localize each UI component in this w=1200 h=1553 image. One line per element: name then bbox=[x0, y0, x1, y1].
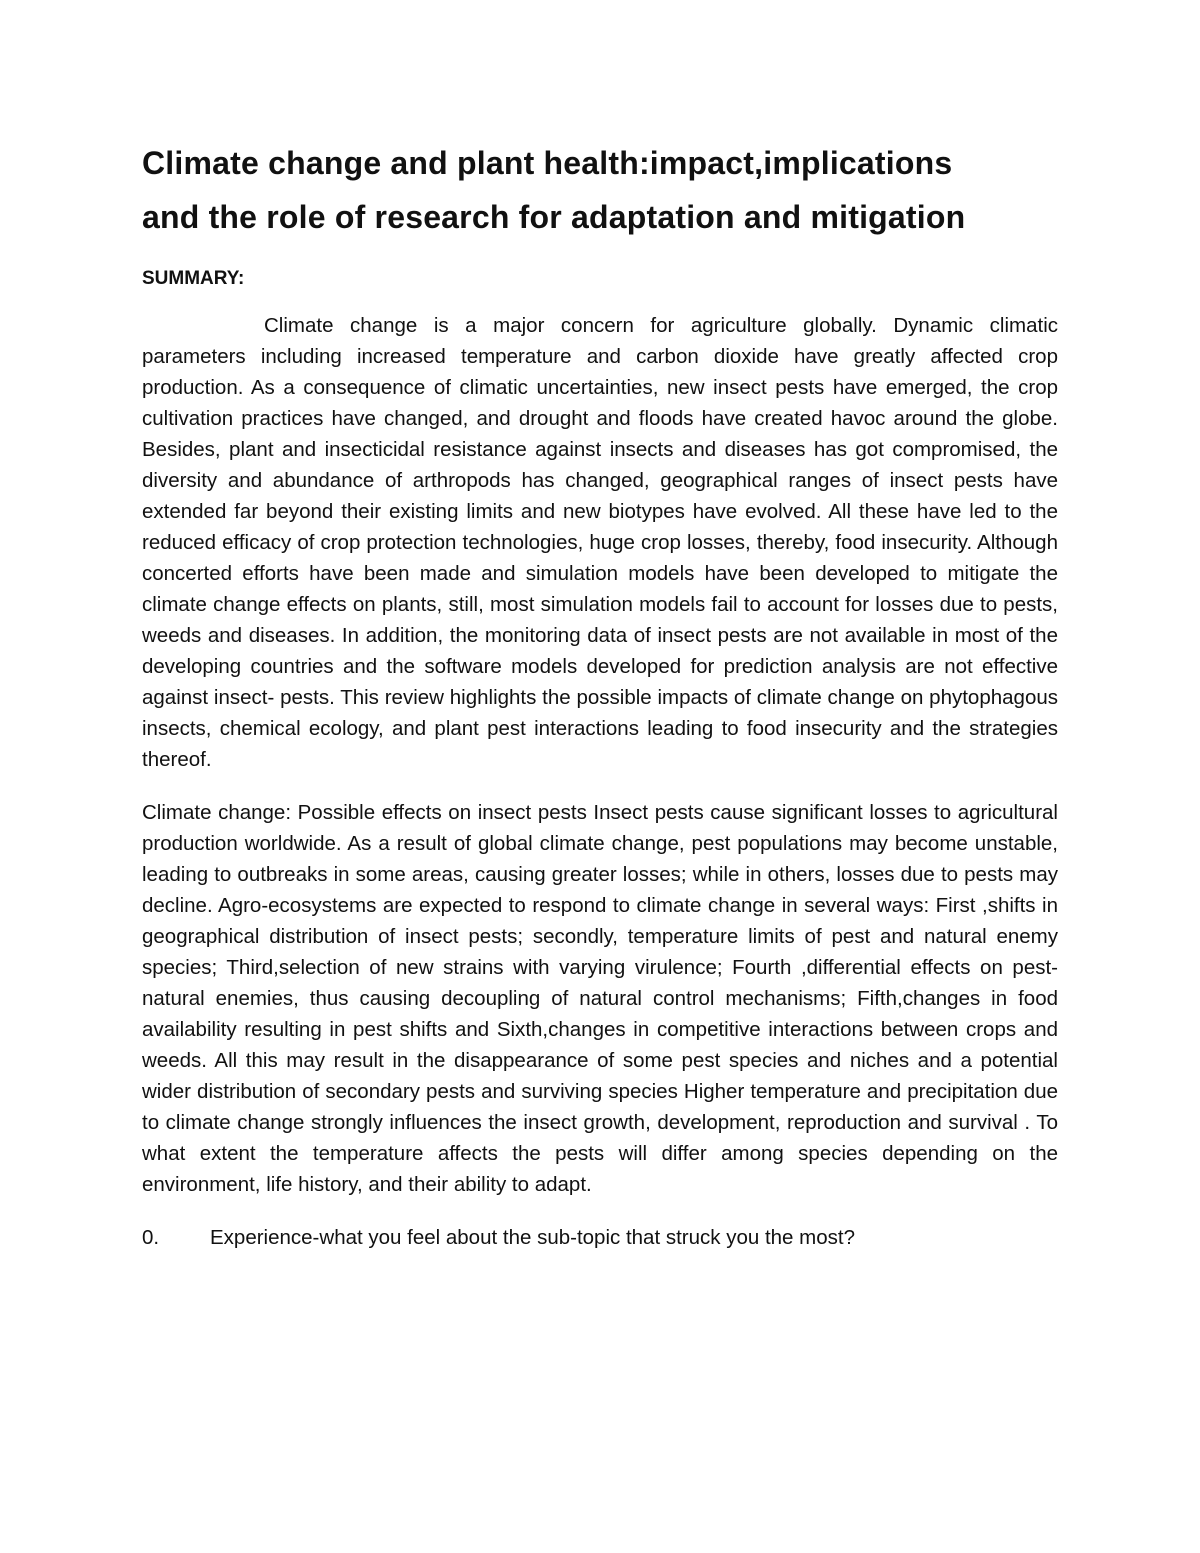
summary-heading: SUMMARY: bbox=[142, 268, 245, 289]
insect-pests-paragraph: Climate change: Possible effects on insect pests Insect pests cause significant losses to agricultural production worldwide. As a result of global climate change, pest populations may become unstable, leading to outbreaks in some areas, causing greater losses; while in others, losses due to pests may decline. Agro-ecosystems are expected to respond to climate change in several ways: First ,shifts in geographical distribution of insect pests; secondly, temperature limits of pest and natural enemy species; Third,selection of new strains with varying virulence; Fourth ,differential effects on pest-natural enemies, thus causing decoupling of natural control mechanisms; Fifth,changes in food availability resulting in pest shifts and Sixth,changes in competitive interactions between crops and weeds. All this may result in the disappearance of some pest species and niches and a potential wider distribution of secondary pests and surviving species Higher temperature and precipitation due to climate change strongly influences the insect growth, development, reproduction and survival . To what extent the temperature affects the pests will differ among species depending on the environment, life history, and their ability to adapt. bbox=[142, 801, 1058, 1196]
document-title bbox=[142, 136, 1058, 244]
title-line-2: and the role of research for adaptation and mitigation bbox=[142, 199, 966, 235]
question-number: 0. bbox=[142, 1226, 160, 1249]
question-item bbox=[142, 1222, 1058, 1253]
title-line-1: Climate change and plant health:impact,implications bbox=[142, 145, 953, 181]
document-page bbox=[142, 136, 1058, 1253]
question-text: Experience-what you feel about the sub-topic that struck you the most? bbox=[210, 1226, 855, 1249]
summary-paragraph: Climate change is a major concern for agriculture globally. Dynamic climatic parameters including increased temperature and carbon dioxide have greatly affected crop production. As a consequence of climatic uncertainties, new insect pests have emerged, the crop cultivation practices have changed, and drought and floods have created havoc around the globe. Besides, plant and insecticidal resistance against insects and diseases has got compromised, the diversity and abundance of arthropods has changed, geographical ranges of insect pests have extended far beyond their existing limits and new biotypes have evolved. All these have led to the reduced efficacy of crop protection technologies, huge crop losses, thereby, food insecurity. Although concerted efforts have been made and simulation models have been developed to mitigate the climate change effects on plants, still, most simulation models fail to account for losses due to pests, weeds and diseases. In addition, the monitoring data of insect pests are not available in most of the developing countries and the software models developed for prediction analysis are not effective against insect- pests. This review highlights the possible impacts of climate change on phytophagous insects, chemical ecology, and plant pest interactions leading to food insecurity and the strategies thereof. bbox=[142, 314, 1058, 771]
